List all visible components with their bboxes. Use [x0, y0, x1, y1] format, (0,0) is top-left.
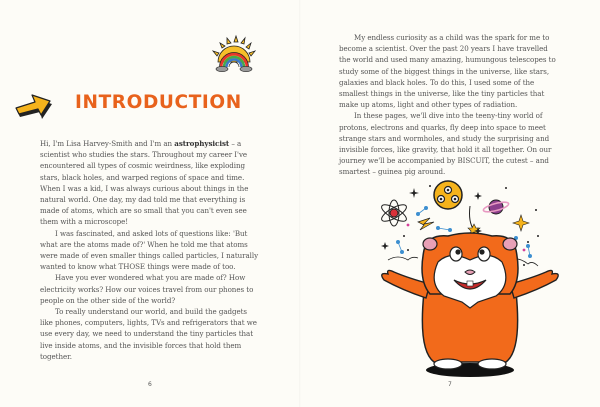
planet-icon — [483, 200, 510, 214]
atom-icon — [379, 200, 408, 226]
guinea-pig-body — [382, 233, 559, 369]
left-body-text — [40, 138, 262, 362]
page-number-left: 6 — [148, 381, 152, 388]
telescope-lens-icon — [434, 181, 462, 209]
chapter-title: INTRODUCTION — [75, 92, 242, 113]
paragraph: My endless curiosity as a child was the spark for me to become a scientist. Over the past 20 years I have travelled the world and used many amazing, humungous telescopes to study some of the biggest things in the universe, like stars, galaxies and black holes. To do this, I used some of the smallest things in the universe, like the tiny particles that make up atoms, light and other types of radiation. — [339, 33, 556, 110]
paragraph-intro — [40, 138, 262, 228]
lightning-icon — [418, 218, 434, 230]
astrophysicist-term: astrophysicist — [174, 139, 230, 148]
biscuit-guinea-pig-illustration — [378, 180, 562, 380]
intro-text-start: Hi, I'm Lisa Harvey-Smith and I'm an — [40, 139, 175, 148]
star-icon — [513, 215, 529, 231]
right-body-text — [339, 32, 561, 178]
paragraph: To really understand our world, and build the gadgets like phones, computers, lights, TVs and refrigerators that we use every day, we need to understand the tiny particles that live inside atoms, and the invisible forces that hold them together. — [40, 307, 257, 361]
arrow-right-icon — [14, 92, 56, 124]
paragraph: I was fascinated, and asked lots of questions like: 'But what are the atoms made of?' When he told me that atoms were made of even smaller things called particles, I naturally wanted to know what THOSE things were made of too. — [40, 228, 259, 272]
paragraph: In these pages, we'll dive into the teeny-tiny world of protons, electrons and quarks, fly deep into space to meet strange stars and wormholes, and study the surprising and invisible forces, like gravity, that hold it all together. On our journey we'll be accompanied by BISCUIT, the cutest – and smartest – guinea pig around. — [339, 111, 552, 177]
page-number-right: 7 — [448, 381, 452, 388]
paragraph: Have you ever wondered what you are made of? How electricity works? How our voices travel from our phones to people on the other side of the world? — [40, 273, 254, 305]
rainbow-sun-icon — [212, 34, 256, 74]
intro-text-end: – a scientist who studies the stars. Throughout my career I've encountered all types of cosmic weirdness, like exploding stars, black holes, and warped regions of space and time. When I was a kid, I was always curious about things in the natural world. One day, my dad told me that everything is made of atoms, which are so small that you can't even see them with a microscope! — [40, 139, 249, 227]
